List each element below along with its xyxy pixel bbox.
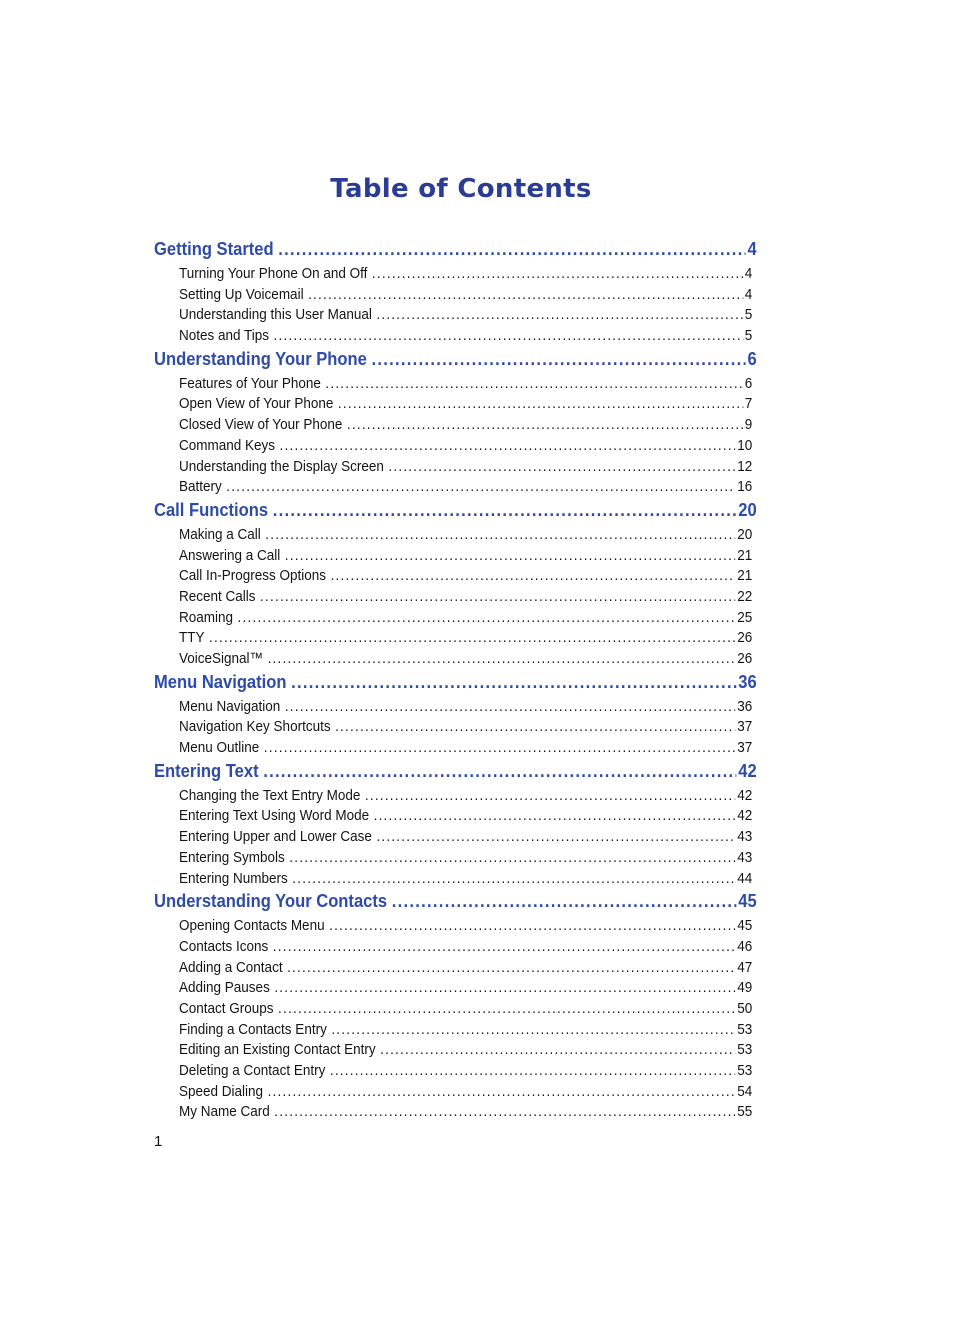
- toc-entry-page: 46: [737, 937, 753, 955]
- toc-entry-page: 5: [744, 327, 753, 345]
- toc-entry-link[interactable]: [179, 979, 752, 1000]
- dot-leader: [268, 1083, 736, 1100]
- subsection-list: [179, 524, 755, 672]
- toc-section: [154, 672, 755, 761]
- section-heading-link[interactable]: [154, 891, 757, 915]
- toc-entry-link[interactable]: [179, 588, 752, 609]
- toc-entry-title: TTY: [179, 629, 205, 647]
- toc-entry-link[interactable]: [179, 416, 752, 437]
- toc-entry-title: My Name Card: [179, 1103, 270, 1121]
- section-heading-link[interactable]: [154, 239, 757, 263]
- toc-entry-title: Recent Calls: [179, 587, 256, 605]
- dot-leader: [388, 458, 735, 475]
- toc-section: [154, 891, 755, 1125]
- toc-entry-page: 4: [744, 285, 753, 303]
- toc-entry-title: Menu Navigation: [179, 697, 281, 715]
- section-heading-page: 4: [747, 239, 757, 259]
- dot-leader: [335, 718, 735, 735]
- toc-entry-page: 54: [737, 1082, 753, 1100]
- dot-leader: [365, 787, 736, 804]
- toc-entry-title: Notes and Tips: [179, 327, 270, 345]
- toc-entry-page: 21: [737, 546, 753, 564]
- section-heading-link[interactable]: [154, 349, 757, 373]
- toc-entry-page: 16: [737, 478, 753, 496]
- dot-leader: [372, 265, 743, 282]
- toc-entry-link[interactable]: [179, 698, 752, 719]
- toc-entry-link[interactable]: [179, 629, 752, 650]
- toc-entry-title: Adding Pauses: [179, 979, 270, 997]
- toc-entry-title: Deleting a Contact Entry: [179, 1062, 326, 1079]
- toc-entry-title: Roaming: [179, 608, 234, 626]
- toc-entry-title: VoiceSignal™: [179, 650, 264, 667]
- section-heading-page: 20: [738, 499, 757, 520]
- toc-entry-title: Entering Text Using Word Mode: [179, 807, 370, 825]
- toc-entry-title: Menu Outline: [179, 739, 260, 757]
- toc-entry-link[interactable]: [179, 286, 752, 307]
- toc-entry-link[interactable]: [179, 650, 752, 671]
- section-heading-page: 45: [738, 891, 757, 912]
- toc-entry-page: 44: [737, 869, 753, 887]
- toc-entry-page: 53: [737, 1041, 753, 1059]
- toc-entry-page: 37: [737, 739, 753, 757]
- dot-leader: [291, 672, 736, 693]
- toc-entry-link[interactable]: [179, 526, 752, 547]
- toc-entry-link[interactable]: [179, 1021, 752, 1042]
- toc-entry-page: 36: [737, 697, 753, 715]
- toc-entry-title: Entering Symbols: [179, 848, 285, 866]
- toc-entry-link[interactable]: [179, 1041, 752, 1062]
- dot-leader: [331, 1021, 735, 1038]
- toc-entry-link[interactable]: [179, 787, 752, 808]
- subsection-list: [179, 263, 755, 349]
- toc-entry-link[interactable]: [179, 718, 752, 739]
- dot-leader: [278, 1000, 735, 1017]
- toc-entry-link[interactable]: [179, 917, 752, 938]
- toc-entry-link[interactable]: [179, 375, 752, 396]
- toc-entry-page: 6: [744, 374, 753, 392]
- toc-section: [154, 349, 755, 500]
- dot-leader: [330, 1062, 736, 1079]
- toc-entry-page: 45: [737, 917, 753, 935]
- dot-leader: [268, 650, 736, 667]
- dot-leader: [274, 1103, 735, 1120]
- dot-leader: [285, 547, 736, 564]
- toc-entry-page: 25: [737, 608, 753, 626]
- dot-leader: [278, 239, 745, 260]
- section-heading-page: 6: [747, 348, 757, 369]
- toc-entry-page: 53: [737, 1020, 753, 1038]
- toc-entry-page: 50: [737, 999, 753, 1017]
- page-number: 1: [154, 1133, 163, 1150]
- toc-entry-title: Speed Dialing: [179, 1082, 264, 1100]
- dot-leader: [209, 629, 735, 646]
- toc-entry-link[interactable]: [179, 807, 752, 828]
- section-heading-link[interactable]: [154, 500, 757, 524]
- dot-leader: [308, 286, 743, 303]
- toc-entry-link[interactable]: [179, 437, 752, 458]
- dot-leader: [292, 870, 735, 887]
- dot-leader: [274, 979, 735, 996]
- dot-leader: [376, 306, 743, 323]
- toc-entry-title: Contact Groups: [179, 999, 274, 1017]
- section-heading-title: Call Functions: [154, 499, 269, 520]
- dot-leader: [392, 891, 737, 912]
- toc-entry-page: 43: [737, 828, 753, 846]
- dot-leader: [289, 849, 735, 866]
- section-heading-page: 42: [738, 760, 757, 781]
- toc-entry-title: Call In-Progress Options: [179, 567, 327, 585]
- toc-entry-link[interactable]: [179, 478, 752, 499]
- toc-entry-page: 43: [737, 848, 753, 866]
- section-heading-title: Understanding Your Phone: [154, 348, 367, 369]
- dot-leader: [226, 478, 735, 495]
- toc-entry-link[interactable]: [179, 959, 752, 980]
- page-title: Table of Contents: [330, 174, 592, 204]
- dot-leader: [285, 698, 736, 715]
- toc-entry-link[interactable]: [179, 938, 752, 959]
- toc-entry-link[interactable]: [179, 849, 752, 870]
- toc-entry-title: Entering Upper and Lower Case: [179, 828, 372, 846]
- subsection-list: [179, 696, 755, 761]
- dot-leader: [263, 761, 736, 782]
- toc-entry-link[interactable]: [179, 395, 752, 416]
- toc-entry-title: Setting Up Voicemail: [179, 285, 304, 303]
- toc-entry-title: Making a Call: [179, 525, 261, 543]
- toc-entry-link[interactable]: [179, 458, 752, 479]
- section-heading-page: 36: [738, 671, 757, 692]
- toc-entry-link[interactable]: [179, 306, 752, 327]
- toc-entry-title: Understanding this User Manual: [179, 306, 372, 324]
- toc-entry-title: Battery: [179, 478, 222, 496]
- dot-leader: [273, 938, 736, 955]
- toc-entry-page: 42: [737, 807, 753, 825]
- table-of-contents: [154, 239, 755, 1125]
- dot-leader: [331, 567, 736, 584]
- dot-leader: [338, 395, 743, 412]
- toc-entry-title: Features of Your Phone: [179, 374, 321, 392]
- toc-entry-title: Command Keys: [179, 436, 276, 454]
- dot-leader: [280, 437, 736, 454]
- toc-entry-link[interactable]: [179, 265, 752, 286]
- toc-entry-link[interactable]: [179, 1062, 752, 1083]
- toc-entry-page: 5: [744, 306, 753, 324]
- toc-entry-page: 55: [737, 1103, 753, 1121]
- toc-entry-title: Entering Numbers: [179, 869, 288, 887]
- toc-entry-page: 12: [737, 457, 753, 475]
- toc-entry-link[interactable]: [179, 609, 752, 630]
- dot-leader: [260, 588, 735, 605]
- toc-entry-link[interactable]: [179, 1000, 752, 1021]
- toc-entry-link[interactable]: [179, 1103, 752, 1124]
- toc-entry-title: Turning Your Phone On and Off: [179, 265, 368, 282]
- toc-entry-link[interactable]: [179, 739, 752, 760]
- section-heading-title: Understanding Your Contacts: [154, 891, 388, 912]
- toc-entry-page: 9: [744, 416, 753, 434]
- dot-leader: [238, 609, 736, 626]
- section-heading-link[interactable]: [154, 761, 757, 785]
- toc-entry-title: Changing the Text Entry Mode: [179, 786, 361, 804]
- toc-entry-title: Understanding the Display Screen: [179, 457, 384, 475]
- dot-leader: [374, 807, 736, 824]
- toc-section: [154, 500, 755, 672]
- toc-entry-link[interactable]: [179, 1083, 752, 1104]
- toc-entry-page: 49: [737, 979, 753, 997]
- toc-entry-page: 10: [737, 436, 753, 454]
- toc-entry-title: Navigation Key Shortcuts: [179, 718, 331, 736]
- dot-leader: [325, 375, 743, 392]
- dot-leader: [287, 959, 735, 976]
- dot-leader: [329, 917, 735, 934]
- toc-section: [154, 761, 755, 891]
- toc-entry-link[interactable]: [179, 567, 752, 588]
- toc-entry-title: Closed View of Your Phone: [179, 416, 343, 434]
- dot-leader: [380, 1041, 735, 1058]
- toc-entry-link[interactable]: [179, 870, 752, 891]
- dot-leader: [376, 828, 735, 845]
- toc-entry-page: 22: [737, 587, 753, 605]
- dot-leader: [274, 327, 743, 344]
- toc-entry-page: 20: [737, 525, 753, 543]
- subsection-list: [179, 785, 755, 891]
- toc-entry-page: 53: [737, 1062, 753, 1079]
- toc-entry-page: 4: [744, 265, 753, 282]
- dot-leader: [273, 500, 737, 521]
- section-heading-title: Getting Started: [154, 239, 274, 259]
- toc-entry-link[interactable]: [179, 327, 752, 348]
- toc-entry-page: 42: [737, 786, 753, 804]
- toc-entry-title: Finding a Contacts Entry: [179, 1020, 327, 1038]
- toc-entry-link[interactable]: [179, 547, 752, 568]
- subsection-list: [179, 373, 755, 500]
- toc-entry-title: Adding a Contact: [179, 958, 283, 976]
- section-heading-link[interactable]: [154, 672, 757, 696]
- toc-entry-page: 37: [737, 718, 753, 736]
- toc-entry-title: Contacts Icons: [179, 937, 269, 955]
- dot-leader: [265, 526, 735, 543]
- toc-entry-page: 47: [737, 958, 753, 976]
- toc-entry-title: Opening Contacts Menu: [179, 917, 325, 935]
- section-heading-title: Menu Navigation: [154, 671, 287, 692]
- toc-entry-title: Editing an Existing Contact Entry: [179, 1041, 376, 1059]
- subsection-list: [179, 915, 755, 1125]
- toc-entry-title: Answering a Call: [179, 546, 281, 564]
- toc-entry-page: 7: [744, 395, 753, 413]
- toc-entry-page: 26: [737, 650, 753, 667]
- toc-entry-link[interactable]: [179, 828, 752, 849]
- toc-entry-title: Open View of Your Phone: [179, 395, 334, 413]
- toc-entry-page: 26: [737, 629, 753, 647]
- dot-leader: [264, 739, 736, 756]
- section-heading-title: Entering Text: [154, 760, 259, 781]
- dot-leader: [371, 349, 745, 370]
- toc-entry-page: 21: [737, 567, 753, 585]
- dot-leader: [347, 416, 743, 433]
- toc-section: [154, 239, 755, 349]
